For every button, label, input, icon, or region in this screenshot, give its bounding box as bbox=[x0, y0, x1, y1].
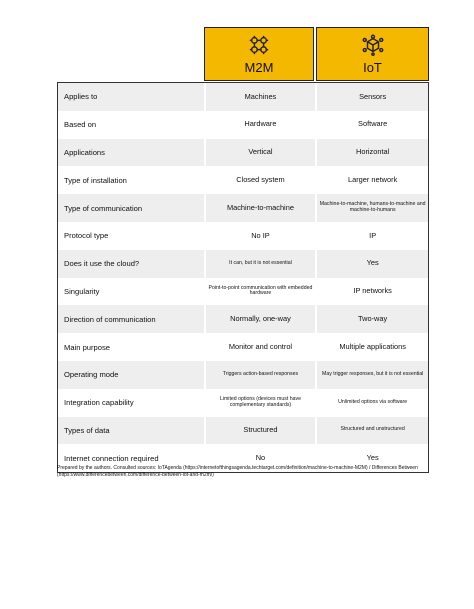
source-note: Prepared by the authors. Consulted sources: IoTAgenda (https://internetofthingsagenda.techtarget.com/definition/machine-to-machine-M2M) / Differences Between (https://www.differencebetween.com/difference-between-iot-and-m2m/) bbox=[57, 465, 418, 478]
iot-value: May trigger responses, but it is not essential bbox=[317, 361, 428, 389]
table-row bbox=[58, 250, 428, 278]
table-row bbox=[58, 305, 428, 333]
gears-icon bbox=[248, 34, 270, 56]
m2m-value: Hardware bbox=[244, 119, 277, 129]
table-row bbox=[58, 194, 428, 222]
m2m-value: Machine-to-machine bbox=[206, 194, 316, 222]
column-title-iot: IoT bbox=[363, 60, 382, 75]
iot-value: Horizontal bbox=[317, 139, 428, 167]
m2m-value: Triggers action-based responses bbox=[206, 361, 316, 389]
m2m-value: Machines bbox=[206, 83, 316, 111]
row-label: Protocol type bbox=[64, 231, 109, 241]
iot-value: Yes bbox=[317, 250, 428, 278]
row-label: Singularity bbox=[64, 286, 100, 296]
column-header-m2m bbox=[204, 27, 314, 81]
table-row bbox=[58, 83, 428, 111]
iot-value: Unlimited options via software bbox=[338, 398, 408, 405]
iot-value: Machine-to-machine, humans-to-machine and machine-to-humans bbox=[317, 194, 428, 222]
comparison-table bbox=[57, 27, 429, 473]
network-cube-icon bbox=[362, 34, 384, 56]
m2m-value: Limited options (devices must have complementary standards) bbox=[219, 395, 301, 408]
m2m-value: It can, but it is not essential bbox=[206, 250, 316, 278]
row-label: Internet connection required bbox=[64, 453, 159, 463]
iot-value: Structured and unstructured bbox=[317, 417, 428, 445]
table-row bbox=[58, 166, 428, 194]
m2m-value: No IP bbox=[251, 230, 270, 240]
m2m-value: No bbox=[255, 453, 266, 462]
row-label: Type of installation bbox=[64, 175, 127, 185]
m2m-value: Closed system bbox=[236, 175, 285, 185]
table-row bbox=[58, 111, 428, 139]
row-label: Does it use the cloud? bbox=[58, 250, 204, 278]
table-row bbox=[58, 139, 428, 167]
m2m-value: Monitor and control bbox=[228, 341, 293, 351]
row-label: Applies to bbox=[58, 83, 204, 111]
iot-value: IP networks bbox=[353, 286, 392, 296]
iot-value: Yes bbox=[366, 453, 379, 462]
table-body bbox=[57, 82, 429, 473]
iot-value: IP bbox=[369, 230, 377, 240]
table-row bbox=[58, 361, 428, 389]
m2m-value: Normally, one-way bbox=[206, 305, 316, 333]
table-row bbox=[58, 278, 428, 306]
table-row bbox=[58, 389, 428, 417]
row-label: Integration capability bbox=[64, 398, 134, 408]
iot-value: Software bbox=[358, 119, 388, 129]
header-blank bbox=[57, 27, 202, 82]
row-label: Based on bbox=[64, 120, 97, 130]
m2m-value: Structured bbox=[206, 417, 316, 445]
table-row bbox=[58, 417, 428, 445]
table-row bbox=[58, 222, 428, 250]
table-row bbox=[58, 333, 428, 361]
m2m-value: Point-to-point communication with embedded hardware bbox=[208, 284, 313, 297]
row-label: Operating mode bbox=[58, 361, 204, 389]
m2m-value: Vertical bbox=[206, 139, 316, 167]
iot-value: Larger network bbox=[347, 175, 398, 185]
column-title-m2m: M2M bbox=[244, 60, 274, 75]
column-header-iot bbox=[316, 27, 429, 81]
row-label: Type of communication bbox=[58, 194, 204, 222]
iot-value: Two-way bbox=[317, 305, 428, 333]
table-header bbox=[57, 27, 429, 82]
iot-value: Sensors bbox=[317, 83, 428, 111]
iot-value: Multiple applications bbox=[339, 341, 406, 351]
row-label: Main purpose bbox=[64, 342, 111, 352]
row-label: Types of data bbox=[58, 417, 204, 445]
row-label: Direction of communication bbox=[58, 305, 204, 333]
row-label: Applications bbox=[58, 139, 204, 167]
